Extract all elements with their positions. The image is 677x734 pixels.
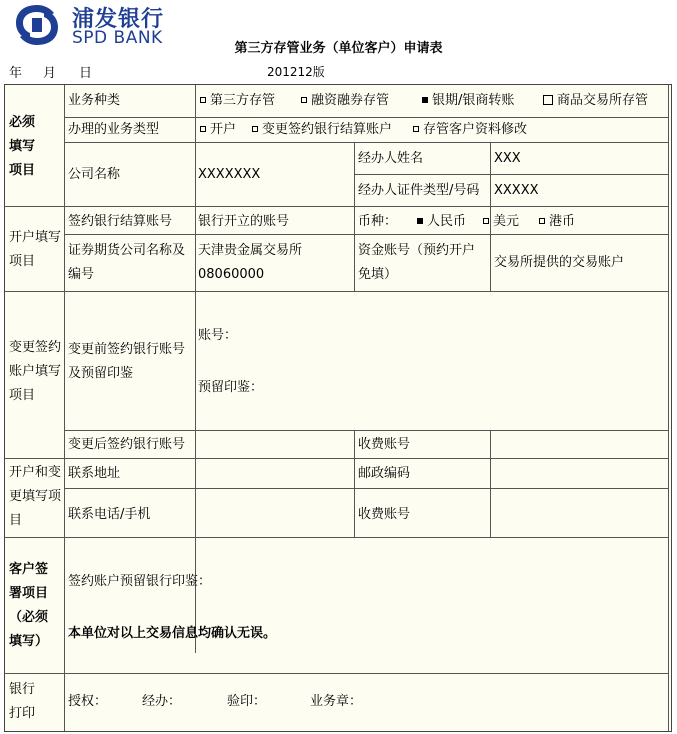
currency-label: 币种：	[358, 214, 398, 229]
before-account-label: 变更前签约银行账号 及预留印鉴	[68, 342, 186, 381]
company-name-label: 公司名称	[68, 167, 121, 182]
business-type-commodity[interactable]: 商品交易所存管	[543, 89, 648, 113]
agent-name-label: 经办人姓名	[358, 151, 424, 166]
agent-id-value[interactable]: XXXXX	[494, 183, 539, 198]
checkbox-icon[interactable]	[483, 218, 489, 224]
before-account-no-label[interactable]: 账号：	[198, 328, 238, 343]
section-label-signature: 客户签 署项目 （必须 填写）	[9, 562, 49, 649]
business-seal-label: 业务章：	[310, 694, 363, 709]
form-version: 201212版	[267, 65, 325, 79]
checkbox-icon[interactable]	[413, 126, 419, 132]
bank-name-en: SPD BANK	[72, 28, 163, 48]
agent-id-label: 经办人证件类型/号码	[358, 183, 480, 198]
securities-company-value[interactable]: 天津贵金属交易所 08060000	[198, 243, 303, 282]
checkbox-icon[interactable]	[539, 218, 545, 224]
after-account-label: 变更后签约银行账号	[68, 437, 186, 452]
address-label: 联系地址	[68, 466, 121, 481]
section-label-bank-print: 银行 打印	[9, 682, 36, 721]
section-label-open-change: 开户和变 更填写项 目	[9, 465, 62, 528]
checkbox-icon[interactable]	[543, 95, 553, 105]
business-type-margin[interactable]: 融资融券存管	[301, 89, 389, 113]
authorize-label: 授权：	[68, 694, 108, 709]
operation-type-change-account[interactable]: 变更签约银行结算账户	[252, 118, 392, 142]
business-type-label: 业务种类	[68, 93, 121, 108]
securities-company-label: 证券期货公司名称及 编号	[68, 243, 186, 282]
agent-name-value[interactable]: XXX	[494, 151, 521, 166]
confirm-statement: 本单位对以上交易信息均确认无误。	[68, 626, 277, 641]
currency-cny[interactable]: 人民币	[417, 210, 466, 234]
bank-account-label: 签约银行结算账号	[68, 214, 173, 229]
fund-account-label: 资金账号（预约开户 免填）	[358, 243, 476, 282]
operation-type-modify-info[interactable]: 存管客户资料修改	[413, 118, 527, 142]
bank-name-cn: 浦发银行	[72, 7, 165, 32]
open-change-fee-account-label: 收费账号	[358, 507, 411, 522]
bank-account-value[interactable]: 银行开立的账号	[198, 214, 290, 229]
currency-usd[interactable]: 美元	[483, 210, 519, 234]
fund-account-value[interactable]: 交易所提供的交易账户	[494, 255, 625, 270]
phone-label: 联系电话/手机	[68, 507, 151, 522]
operation-type-open[interactable]: 开户	[200, 118, 236, 142]
checkbox-icon[interactable]	[301, 97, 307, 103]
date-day-label: 日	[79, 66, 93, 81]
verify-seal-label: 验印：	[227, 694, 267, 709]
checkbox-checked-icon[interactable]	[417, 218, 423, 224]
checkbox-checked-icon[interactable]	[422, 97, 428, 103]
checkbox-icon[interactable]	[252, 126, 258, 132]
business-type-bank-futures[interactable]: 银期/银商转账	[422, 89, 514, 113]
business-type-third-party[interactable]: 第三方存管	[200, 89, 275, 113]
postcode-label: 邮政编码	[358, 466, 411, 481]
date-month-label: 月	[43, 66, 57, 81]
checkbox-icon[interactable]	[200, 97, 206, 103]
handler-label: 经办：	[142, 694, 182, 709]
company-name-value[interactable]: XXXXXXX	[198, 167, 261, 182]
change-fee-account-label: 收费账号	[358, 437, 411, 452]
section-label-change: 变更签约 账户填写 项目	[9, 340, 62, 403]
section-label-required: 必须 填写 项目	[9, 115, 36, 178]
date-year-label: 年	[9, 66, 23, 81]
section-label-open: 开户填写 项目	[9, 230, 62, 269]
currency-hkd[interactable]: 港币	[539, 210, 575, 234]
operation-type-label: 办理的业务类型	[68, 122, 160, 137]
before-seal-label[interactable]: 预留印鉴：	[198, 380, 264, 395]
application-form-table	[4, 84, 672, 732]
checkbox-icon[interactable]	[200, 126, 206, 132]
signature-seal-label[interactable]: 签约账户预留银行印鉴：	[68, 574, 212, 589]
form-title: 第三方存管业务（单位客户）申请表	[234, 41, 443, 56]
